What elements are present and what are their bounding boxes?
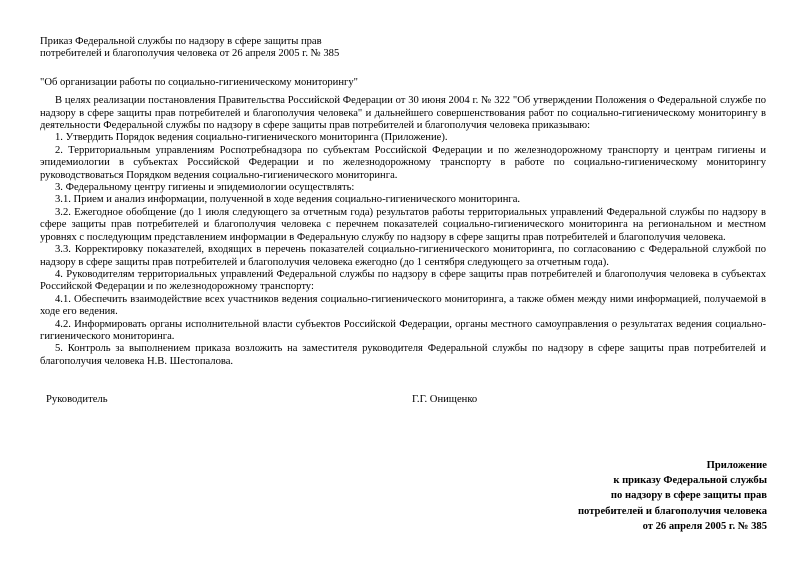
paragraph-item-4-2: 4.2. Информировать органы исполнительной власти субъектов Российской Федерации, органы местного самоуправления о результатах ведения социально-гигиенического мониторинга. (40, 318, 766, 342)
paragraph-item-3-3: 3.3. Корректировку показателей, входящих в перечень показателей социально-гигиенического мониторинга, по согласованию с Федеральной службой по надзору в сфере защиты прав потребителей и благополучия человека ежегодно (до 1 сентября следующего за отчетным года). (40, 244, 766, 268)
paragraph-item-1: 1. Утвердить Порядок ведения социально-гигиенического мониторинга (Приложение). (55, 132, 448, 144)
paragraph-item-3: 3. Федеральному центру гигиены и эпидемиологии осуществлять: (55, 182, 355, 194)
paragraph-item-3-1: 3.1. Прием и анализ информации, полученной в ходе ведения социально-гигиенического мониторинга. (55, 194, 521, 206)
order-header-line-2: потребителей и благополучия человека от 26 апреля 2005 г. № 385 (40, 48, 340, 60)
paragraph-item-3-2: 3.2. Ежегодное обобщение (до 1 июля следующего за отчетным года) результатов работы территориальных управлений Федеральной службы по надзору в сфере защиты прав потребителей и благополучия человека с перечнем показателей социально-гигиенического мониторинга на региональном и местном уровнях с последующим представлением информации в Федеральную службу по надзору в сфере защиты прав потребителей и благополучия человека. (40, 206, 766, 243)
paragraph-preamble: В целях реализации постановления Правительства Российской Федерации от 30 июня 2004 г. № 322 "Об утверждении Положения о Федеральной службе по надзору в сфере защиты прав потребителей и благополучия человека" и дальнейшего совершенствования работ по социально-гигиеническому мониторингу в деятельности Федеральной службы по надзору в сфере защиты прав потребителей и благополучия человека приказываю: (40, 95, 766, 132)
signature-block (40, 394, 766, 408)
order-subject: "Об организации работы по социально-гигиеническому мониторингу" (40, 76, 358, 88)
appendix-block (578, 458, 767, 534)
paragraph-item-4-1: 4.1. Обеспечить взаимодействие всех участников ведения социально-гигиенического мониторинга, а также обмен между ними информацией, получаемой в ходе его ведения. (40, 293, 766, 318)
paragraph-item-5: 5. Контроль за выполнением приказа возложить на заместителя руководителя Федеральной службы по надзору в сфере защиты прав потребителей и благополучия человека Н.В. Шестопалова. (40, 343, 766, 367)
signature-name: Г.Г. Онищенко (412, 394, 478, 406)
document-page (40, 36, 766, 408)
order-header-line-1: Приказ Федеральной службы по надзору в сфере защиты прав (40, 36, 322, 47)
appendix-line-5: от 26 апреля 2005 г. № 385 (642, 520, 767, 532)
appendix-line-3: по надзору в сфере защиты прав (610, 490, 767, 502)
appendix-line-4: потребителей и благополучия человека (577, 505, 767, 517)
paragraph-item-4: 4. Руководителям территориальных управлений Федеральной службы по надзору в сфере защиты прав потребителей и благополучия человека в субъектах Российской Федерации и по железнодорожному транспорту: (40, 268, 766, 293)
order-header (40, 36, 766, 61)
appendix-line-2: к приказу Федеральной службы (613, 475, 767, 487)
appendix-line-1: Приложение (706, 460, 767, 471)
signature-role: Руководитель (46, 394, 108, 406)
paragraph-item-2: 2. Территориальным управлениям Роспотребнадзора по субъектам Российской Федерации и по железнодорожному транспорту и центрам гигиены и эпидемиологии в субъектах Российской Федерации и по железнодорожному транспорту в работе по социально-гигиеническому мониторингу руководствоваться Порядком ведения социально-гигиенического мониторинга. (40, 144, 766, 181)
